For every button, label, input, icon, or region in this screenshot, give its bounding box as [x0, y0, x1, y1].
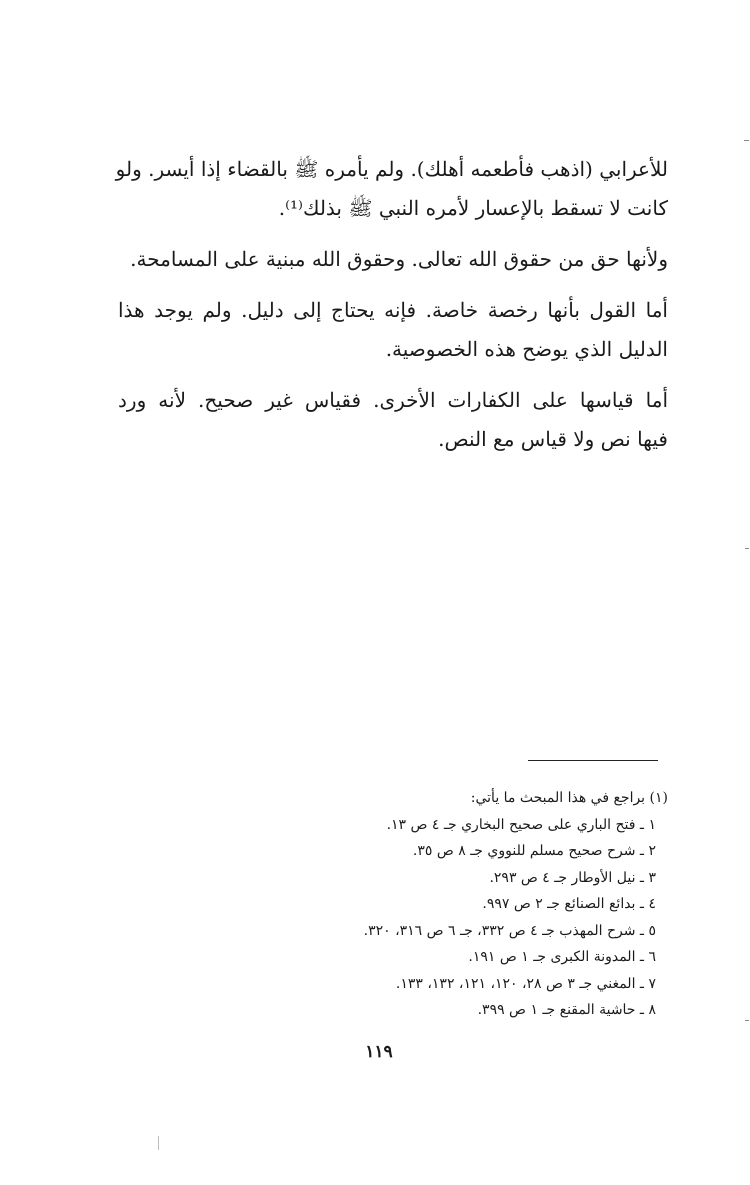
- footnote-item: ٨ ـ حاشية المقنع جـ ١ ص ٣٩٩.: [477, 1002, 656, 1018]
- paragraph-3: [118, 291, 668, 369]
- scan-mark: [745, 548, 749, 549]
- footnote-item: ٢ ـ شرح صحيح مسلم للنووي جـ ٨ ص ٣٥.: [412, 843, 656, 859]
- footnote-separator: [528, 760, 658, 761]
- scan-mark: [744, 140, 749, 141]
- paragraph-2: [118, 240, 668, 279]
- paragraph-2-line-1: ولأنها حق من حقوق الله تعالى. وحقوق الله مبنية على المسامحة.: [130, 247, 668, 271]
- paragraph-4: [118, 381, 668, 459]
- footnote-item: ٧ ـ المغني جـ ٣ ص ٢٨، ١٢٠، ١٢١، ١٣٢، ١٣٣.: [395, 975, 656, 992]
- paragraph-4-line-2: فيها نص ولا قياس مع النص.: [438, 427, 668, 451]
- paragraph-3-line-1: أما القول بأنها رخصة خاصة. فإنه يحتاج إلى دليل. ولم يوجد هذا: [118, 298, 668, 322]
- page-number: ١١٩: [365, 1042, 393, 1062]
- paragraph-1: [115, 150, 668, 228]
- footnote-item: ٣ ـ نيل الأوطار جـ ٤ ص ٢٩٣.: [489, 869, 656, 886]
- paragraph-3-line-2: الدليل الذي يوضح هذه الخصوصية.: [385, 337, 668, 361]
- paragraph-1-line-2: كانت لا تسقط بالإعسار لأمره النبي ﷺ بذلك⁽¹⁾.: [278, 196, 668, 220]
- footnote-list: [248, 812, 668, 1024]
- footnotes: [248, 785, 668, 1024]
- paragraph-4-line-1: أما قياسها على الكفارات الأخرى. فقياس غير صحيح. لأنه ورد: [118, 388, 669, 412]
- footnote-heading: (١) براجع في هذا المبحث ما يأتي:: [470, 790, 668, 806]
- footnote-item: ٥ ـ شرح المهذب جـ ٤ ص ٣٣٢، جـ ٦ ص ٣١٦، ٣٢٠.: [363, 922, 656, 939]
- main-text: [115, 150, 669, 471]
- footnote-item: ٦ ـ المدونة الكبرى جـ ١ ص ١٩١.: [468, 949, 656, 965]
- footnote-item: ١ ـ فتح الباري على صحيح البخاري جـ ٤ ص ١٣.: [386, 816, 656, 833]
- scan-mark: [745, 1020, 749, 1021]
- scan-mark: [158, 1136, 159, 1150]
- footnote-item: ٤ ـ بدائع الصنائع جـ ٢ ص ٩٩٧.: [482, 896, 656, 912]
- paragraph-1-line-1: للأعرابي (اذهب فأطعمه أهلك). ولم يأمره ﷺ بالقضاء إذا أيسر. ولو: [115, 157, 668, 181]
